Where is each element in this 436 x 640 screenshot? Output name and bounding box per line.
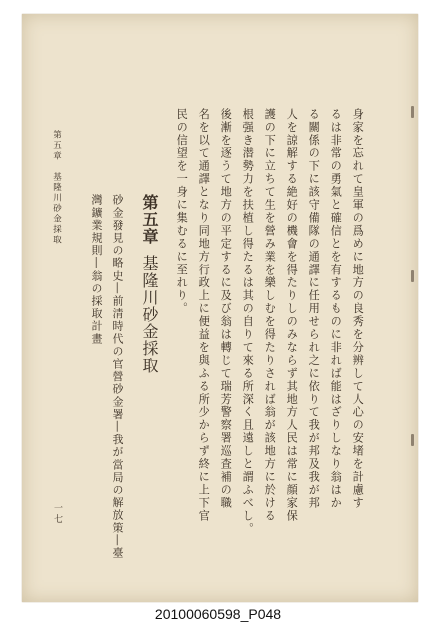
running-head: 第五章 基隆川砂金採取 — [51, 130, 62, 246]
chapter-title: 基隆川砂金採取 — [140, 255, 159, 374]
image-caption: 20100060598_P048 — [154, 606, 282, 622]
chapter-summary-line: 砂金發見の略史―前清時代の官營砂金署―我が當局の解放策―臺 — [111, 194, 124, 560]
chapter-summary-line: 灣鑛業規則―翁の採取計畫 — [90, 194, 103, 346]
chapter-number: 第五章 — [140, 194, 159, 245]
body-text-line: 身家を忘れて皇軍の爲めに地方の良秀を分辨して人心の安堵を計慮す — [351, 108, 365, 510]
body-text-line: る關係の下に該守備隊の通譯に任用せられ之に依りて我が邦及我が邦 — [307, 108, 321, 510]
body-text-line: 人を諒解する絶好の機會を得たりしのみならず其地方人民は常に顔家保 — [285, 108, 299, 523]
chapter-heading — [141, 194, 157, 374]
body-text-line: 民の信望を一身に集むるに至れり。 — [175, 108, 189, 316]
body-text-line: 根强き潜勢力を扶植し得たるは其の自りて來る所深く且遠しと謂ふべし。 — [241, 108, 255, 536]
body-text-line: 護の下に立ちて生を營み業を樂しむを得たりされば翁が該地方に於ける — [263, 108, 277, 523]
body-text-line: 名を以て通譯となり同地方行政上に便益を與ふる所少からず終に上下官 — [197, 108, 211, 523]
binding-staple — [411, 434, 414, 446]
body-text-line: るは非常の勇氣と確信とを有するものに非れば能はざりしなり翁はか — [329, 108, 343, 510]
body-text-line: 後漸を逐うて地方の平定するに及び翁は轉じて瑞芳警察署巡査補の職 — [219, 108, 233, 510]
binding-staple — [411, 106, 414, 118]
page-number: 一七 — [52, 503, 62, 525]
binding-staple — [411, 270, 414, 282]
